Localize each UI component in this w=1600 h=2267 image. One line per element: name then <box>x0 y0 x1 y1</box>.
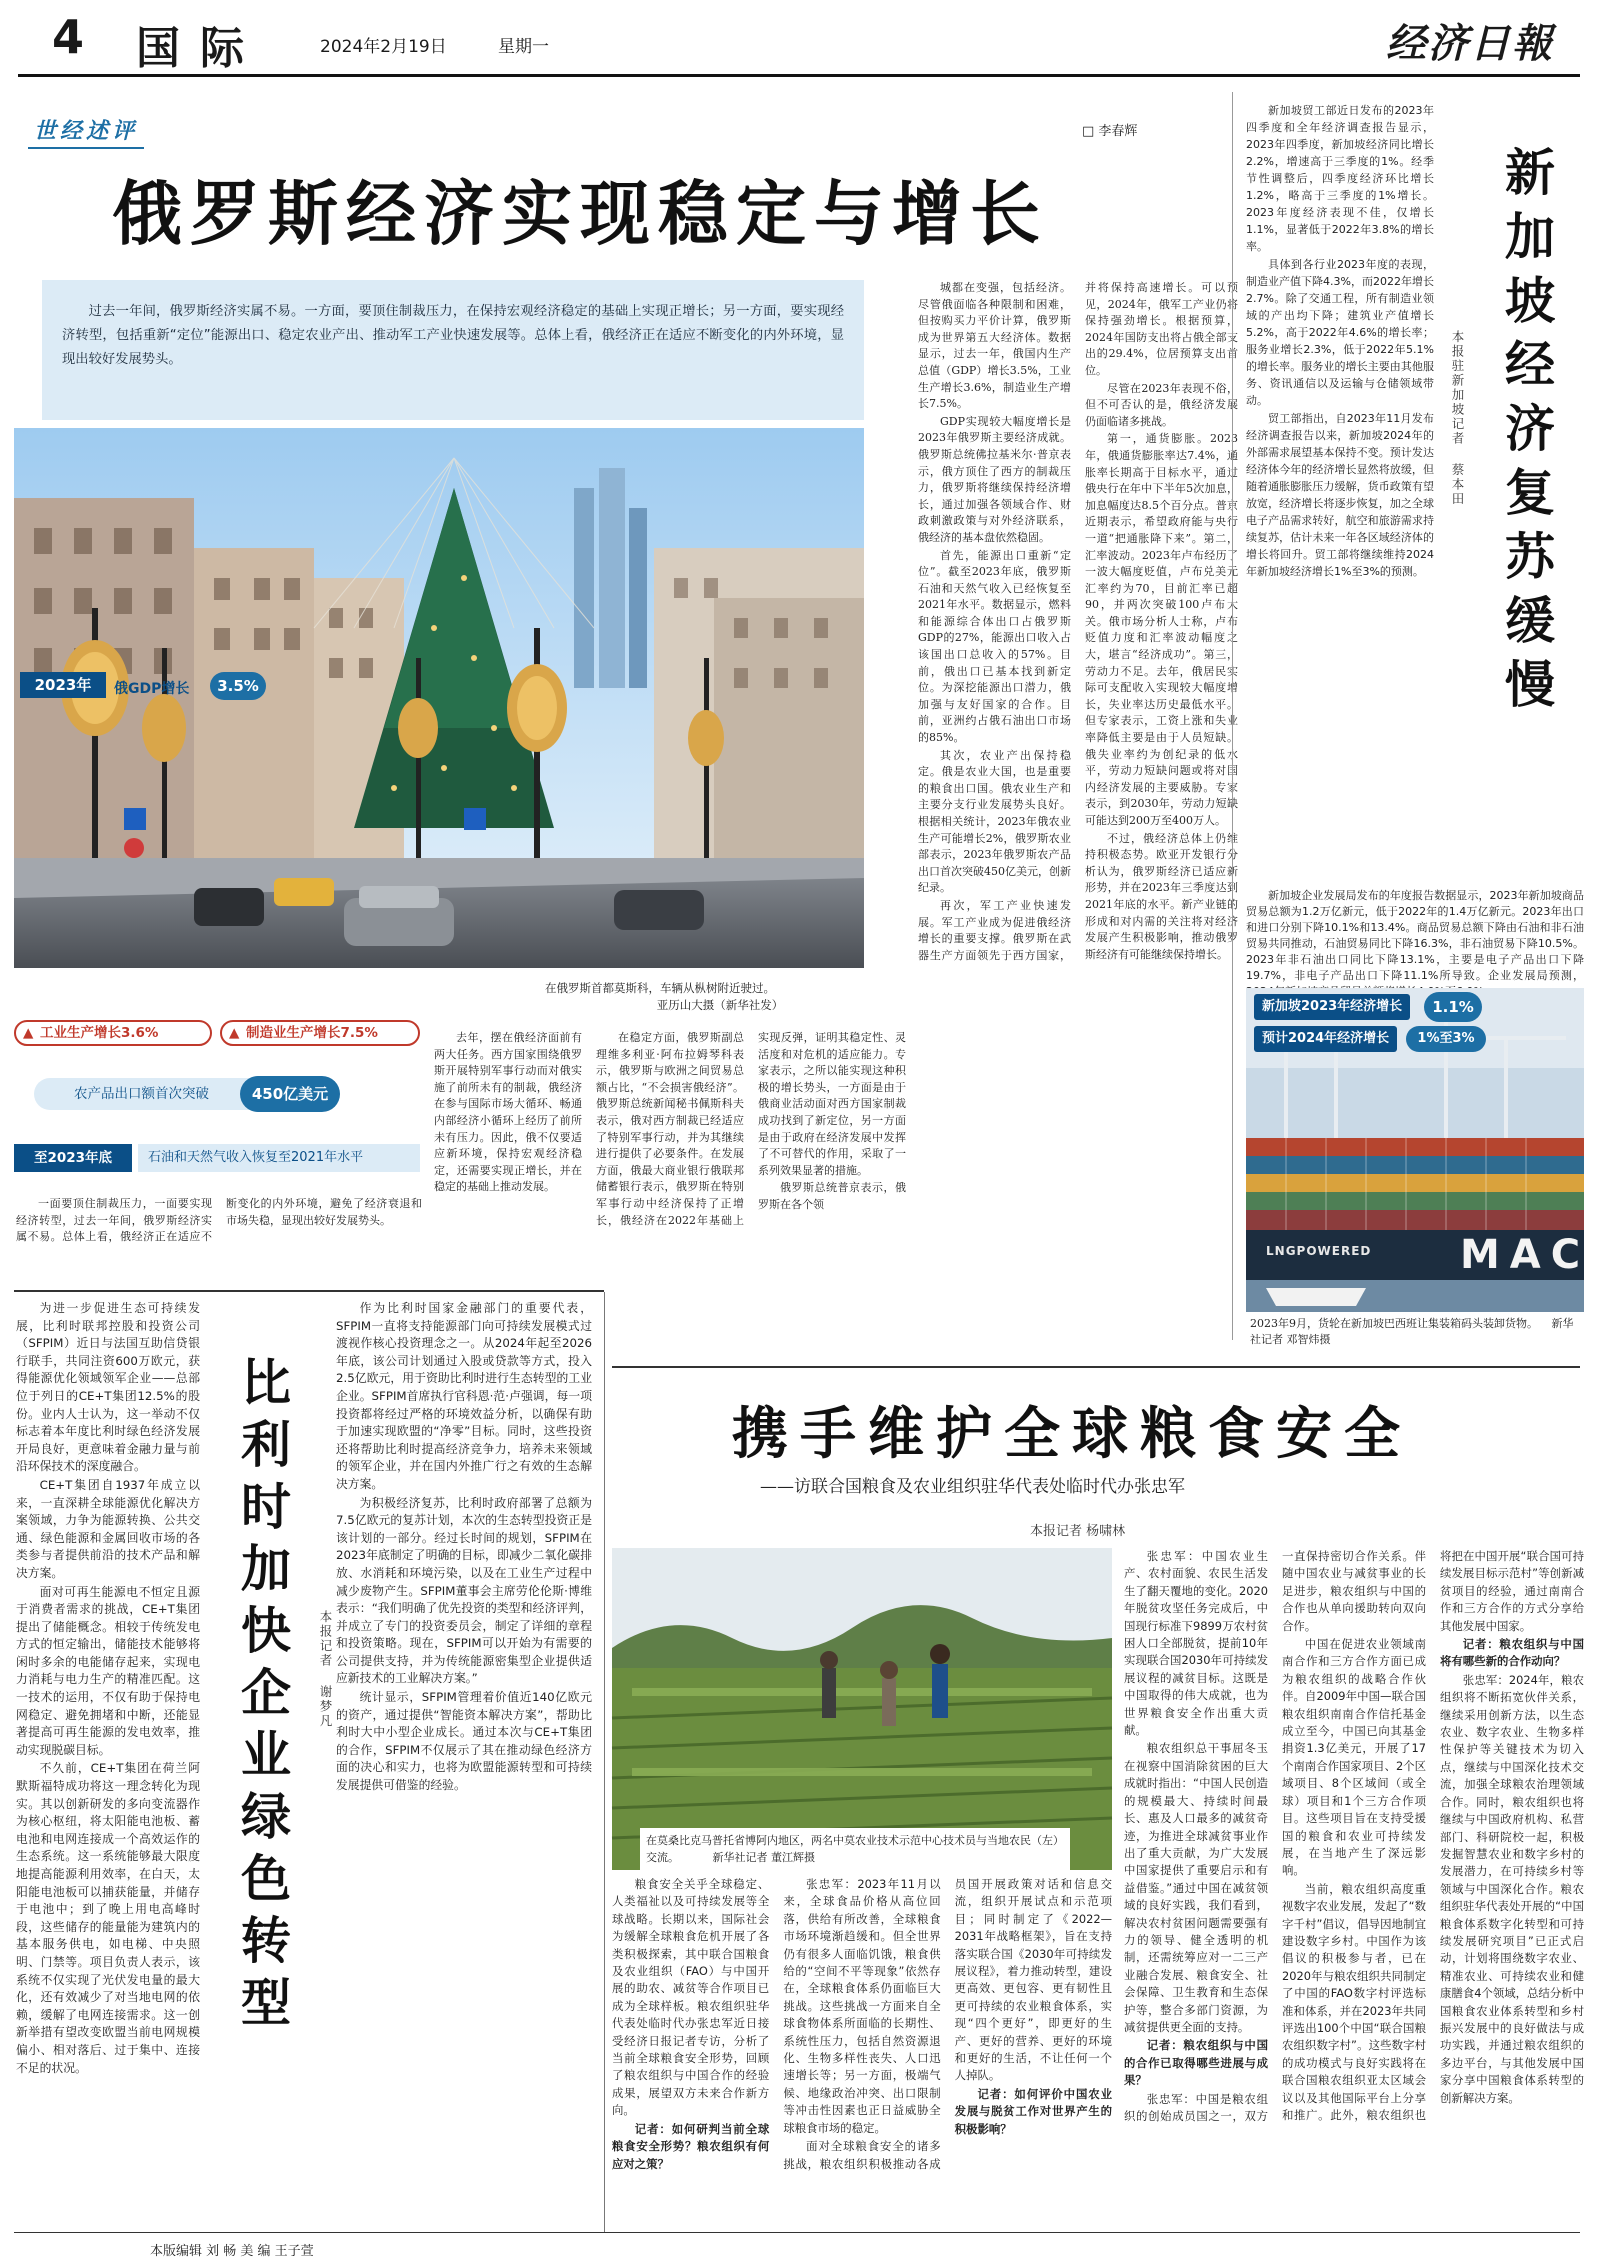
grain-subtitle: ——访联合国粮食及农业组织驻华代表处临时代办张忠军 <box>760 1477 1185 1497</box>
issue-weekday: 星期一 <box>498 37 549 57</box>
singapore-byline: 本报驻新加坡记者 蔡本田 <box>1450 330 1465 507</box>
lower-section-rule <box>14 1290 604 1292</box>
container-brand: MAC <box>1460 1232 1591 1278</box>
singapore-divider <box>1232 92 1233 1340</box>
up-triangle-icon: ▲ <box>229 1025 240 1041</box>
russia-body-right: 城都在变强，包括经济。尽管俄面临各种限制和困难，但按购买力平价计算，俄罗斯成为世界第五大经济体。数据显示，过去一年，俄国内生产总值（GDP）增长3.5%，工业生产增长3.6%，制造业生产增长7.5%。 GDP实现较大幅度增长是2023年俄罗斯主要经济成就。俄罗斯总统佛拉基米尔·普京表示，俄方顶住了西方的制裁压力，俄罗斯将继续保持经济增长，通过加强各领域合作、财政刺激政策与对外经济联系，俄经济的基本盘依然稳固。 首先，能源出口重新“定位”。截至2023年底，俄罗斯石油和天然气收入已经恢复至2021年水平。数据显示，燃料和能源综合体出口占俄罗斯GDP的27%，能源出口收入占该国出口总收入的57%。目前，俄出口已基本找到新定位。为深挖能源出口潜力，俄加强与友好国家的合作。目前，亚洲约占俄石油出口市场的85%。 其次，农业产出保持稳定。俄是农业大国，也是重要的粮食出口国。俄农业生产和主要分支行业发展势头良好。根据相关统计，2023年俄农业生产可能增长2%，俄罗斯农业部表示，2023年俄罗斯农产品出口首次突破450亿美元，创新纪录。 再次，军工产业快速发展。军工产业成为促进俄经济增长的重要支撑。俄罗斯在武器生产方面领先于西方国家，并将保持高速增长。可以预见，2024年，俄军工产业仍将保持强劲增长。根据预算，2024年国防支出将占俄全部支出的29.4%，位居预算支出首位。 尽管在2023年表现不俗，但不可否认的是，俄经济发展仍面临诸多挑战。 第一，通货膨胀。2023年，俄通货膨胀率达7.4%，通胀率长期高于目标水平，通过俄央行在年中下半年5次加息，加息幅度达8.5个百分点。普京近期表示，希望政府能与央行一道“把通胀降下来”。第二，汇率波动。2023年卢布经历了一波大幅度贬值，卢布兑美元汇率约为70，目前汇率已超90，并两次突破100卢布大关。俄市场分析人士称，卢布贬值力度和汇率波动幅度之大，堪言“经济成功”。第三，劳动力不足。去年，俄居民实际可支配收入实现较大幅度增长，失业率达历史最低水平。但专家表示，工资上涨和失业率降低主要是由于人员短缺。俄失业率约为创纪录的低水平，劳动力短缺问题或将对国内经济发展的主要威胁。专家表示，到2030年，劳动力短缺可能达到200万至400万人。 不过，俄经济总体上仍维持积极态势。欧亚开发银行分析认为，俄罗斯经济已适应新形势，并在2023年三季度达到2021年底的水平。新产业链的形成和对内需的关注将对经济发展产生积极影响，推动俄罗斯经济有可能继续保持增长。 <box>918 281 1238 962</box>
singapore-title: 新加坡经济复苏缓慢 <box>1497 146 1555 722</box>
stats-yearend-badge: 至2023年底 <box>14 1144 132 1172</box>
stats-gdp-value: 3.5% <box>210 672 266 700</box>
masthead-rule <box>18 74 1580 77</box>
stats-manufacturing: ▲ 制造业生产增长7.5% <box>220 1020 420 1046</box>
sg-growth-2024-tag: 预计2024年经济增长 <box>1254 1026 1397 1052</box>
belgium-title: 比利时加快企业绿色转型 <box>233 1356 291 2038</box>
grain-title: 携手维护全球粮食安全 <box>732 1401 1412 1467</box>
grain-section-rule <box>612 1366 1580 1368</box>
grain-byline: 本报记者 杨啸林 <box>1030 1524 1126 1539</box>
russia-column-tag: 世经述评 <box>28 112 144 149</box>
moscow-photo <box>14 428 864 968</box>
farm-field-illustration <box>612 1548 1112 1870</box>
sg-growth-2024-value: 1%至3% <box>1406 1026 1486 1052</box>
page-number: 4 <box>52 10 85 64</box>
belgium-body-col2: 作为比利时国家金融部门的重要代表，SFPIM一直将支持能源部门向可持续发展模式过渡视作核心投资理念之一。从2024年起至2026年底，该公司计划通过入股或贷款等方式，投入2.5亿欧元，用于资助比利时进行生态转型的工业企业。SFPIM首席执行官科恩·范·卢强调，每一项投资都将经过严格的环境效益分析，以确保有助于加速实现欧盟的“净零”目标。同时，这些投资还将帮助比利时提高经济竞争力，培养未来领域的领军企业，并在国内外推广行之有效的生态解决方案。 为积极经济复苏，比利时政府部署了总额为7.5亿欧元的复苏计划，本次的生态转型投资正是该计划的一部分。经过长时间的规划，SFPIM在2023年底制定了明确的目标，即减少二氧化碳排放、水消耗和环境污染，以及在工业生产过程中减少废物产生。SFPIM董事会主席劳伦伦斯·博维表示：“我们明确了优先投资的类型和经济评判，并成立了专门的投资委员会，制定了详细的章程和投资策略。现在，SFPIM可以开始为有需要的公司提供支持，并为传统能源密集型企业提供适应新技术的工业解决方案。” 统计显示，SFPIM管理着价值近140亿欧元的资产，通过提供“智能资本解决方案”，帮助比利时大中小型企业成长。通过本次与CE+T集团的合作，SFPIM不仅展示了其在推动绿色经济方面的决心和实力，也将为欧盟能源转型和可持续发展提供可借鉴的经验。 <box>336 1301 592 1793</box>
stats-gdp: 俄GDP增长 <box>114 681 190 697</box>
grain-body-right: 张忠军：中国农业生产、农村面貌、农民生活发生了翻天覆地的变化。2020年脱贫攻坚任务完成后，中国现行标准下9899万农村贫困人口全部脱贫，提前10年实现联合国2030年可持续发展议程的减贫目标。这既是中国取得的伟大成就，也为世界粮食安全作出重大贡献。 粮农组织总干事屈冬玉在视察中国消除贫困的巨大成就时指出：“中国人民创造的规模最大、持续时间最长、惠及人口最多的减贫奇迹，为推进全球减贫事业作出了重大贡献，为广大发展中国家提供了重要启示和有益借鉴。”通过中国在减贫领域的良好实践，我们看到，解决农村贫困问题需要强有力的领导、健全透明的机制，还需统筹应对一二三产业融合发展、粮食安全、社会保障、卫生教育和生态保护等，整合多部门资源，为减贫提供更全面的支持。 记者：粮农组织与中国的合作已取得哪些进展与成果？ 张忠军：中国是粮农组织的创始成员国之一，双方一直保持密切合作关系。伴随中国农业与减贫事业的长足进步，粮农组织与中国的合作也从单向援助转向双向合作。 中国在促进农业领域南南合作和三方合作方面已成为粮农组织的战略合作伙伴。自2009年中国—联合国粮农组织南南合作信托基金成立至今，中国已向其基金捐资1.3亿美元，开展了17个南南合作国家项目、2个区域项目、8个区域间（或全球）项目和1个三方合作项目。这些项目旨在支持受援国的粮食和农业可持续发展，在当地产生了深远影响。 当前，粮农组织高度重视数字农业发展，发起了“数字千村”倡议，倡导因地制宜建设数字乡村。中国作为该倡议的积极参与者，已在2020年与粮农组织共同制定了中国的FAO数字村评选标准和体系，并在2023年共同评选出100个中国“联合国粮农组织数字村”。这些数字村的成功模式与良好实践将在联合国粮农组织亚太区域会议以及其他国际平台上分享和推广。此外，粮农组织也将把在中国开展“联合国可持续发展目标示范村”等创新减贫项目的经验，通过南南合作和三方合作的方式分享给其他发展中国家。 记者：粮农组织与中国将有哪些新的合作动向？ 张忠军：2024年，粮农组织将不断拓宽伙伴关系，继续采用创新方法，以生态农业、数字农业、生物多样性保护等关键技术为切入点，继续与中国深化技术交流，加强全球粮农治理领域合作。同时，粮农组织也将继续与中国政府机构、私营部门、科研院校一起，积极发掘智慧农业和数字乡村的发展潜力，在可持续乡村等领域与中国深化合作。粮农组织驻华代表处开展的“中国粮食体系数字化转型和可持续发展研究项目”已正式启动，计划将围绕数字农业、精准农业、可持续农业和健康膳食4个领域，总结分析中国粮食农业体系转型和乡村振兴发展中的良好做法与成功实践，并通过粮农组织的多边平台，与其他发展中国家分享中国粮食体系转型的创新解决方案。 <box>1124 1549 1584 2123</box>
section-name: 国际 <box>136 23 264 74</box>
stats-agri: 农产品出口额首次突破 <box>34 1078 294 1110</box>
stats-oil-gas: 石油和天然气收入恢复至2021年水平 <box>138 1144 420 1172</box>
stats-year-badge: 2023年 <box>20 672 106 698</box>
singapore-body-top: 新加坡贸工部近日发布的2023年四季度和全年经济调查报告显示，2023年四季度，新加坡经济同比增长2.2%，增速高于三季度的1%。经季节性调整后，四季度经济环比增长1.2%，略高于三季度的1%增长。2023年度经济表现不佳，仅增长1.1%，显著低于2022年3.8%的增长率。 具体到各行业2023年度的表现，制造业产值下降4.3%，而2022年增长2.7%。除了交通工程，所有制造业领域的产出均下降；建筑业产值增长5.2%，高于2022年4.6%的增长率；服务业增长2.3%，低于2022年5.1%的增长率。服务业的增长主要由其他服务、资讯通信以及运输与仓储领域带动。 贸工部指出，自2023年11月发布经济调查报告以来，新加坡2024年的外部需求展望基本保持不变。预计发达经济体今年的经济增长显然将放缓，但随着通胀膨胀压力缓解，货币政策有望放宽，经济增长将逐步恢复，加之全球电子产品需求转好，航空和旅游需求持续复苏，估计未来一年各区域经济体的增长将回升。贸工部将继续维持2024年新加坡经济增长1%至3%的预测。 <box>1246 104 1434 578</box>
singapore-photo-caption: 2023年9月，货轮在新加坡巴西班让集装箱码头装卸货物。 新华社记者 邓智炜摄 <box>1250 1317 1574 1346</box>
footer-editors: 本版编辑 刘 畅 美 编 王子萱 <box>150 2244 314 2259</box>
belgium-byline: 本报记者 谢梦凡 <box>318 1610 333 1729</box>
grain-body-lower: 粮食安全关乎全球稳定、人类福祉以及可持续发展等全球战略。长期以来，国际社会为缓解全球粮食危机开展了各类积极探索，其中联合国粮食及农业组织（FAO）与中国开展的助农、减贫等合作项目已成为全球样板。粮农组织驻华代表处临时代办张忠军近日接受经济日报记者专访，分析了当前全球粮食安全形势，回顾了粮农组织与中国合作的经验成果，展望双方未来合作新方向。 记者：如何研判当前全球粮食安全形势？粮农组织有何应对之策？ 张忠军：2023年11月以来，全球食品价格从高位回落，供给有所改善，全球粮食市场环境渐趋缓和。但全世界仍有很多人面临饥饿，粮食供给的“空间不平等现象”依然存在，全球粮食体系仍面临巨大挑战。这些挑战一方面来自全球食物体系所面临的长期性、系统性压力，包括自然资源退化、生物多样性丧失、人口迅速增长等；另一方面，极端气候、地缘政治冲突、出口限制等冲击性因素也正日益威胁全球粮食市场的稳定。 面对全球粮食安全的诸多挑战，粮农组织积极推动各成员国开展政策对话和信息交流，组织开展试点和示范项目；同时制定了《2022—2031年战略框架》，旨在支持落实联合国《2030年可持续发展议程》，着力推动转型，建设更高效、更包容、更有韧性且更可持续的农业粮食体系，实现“四个更好”，即更好的生产、更好的营养、更好的环境和更好的生活，不让任何一个人掉队。 记者：如何评价中国农业发展与脱贫工作对世界产生的积极影响？ <box>612 1877 1112 2171</box>
belgium-body-col1: 为进一步促进生态可持续发展，比利时联邦控股和投资公司（SFPIM）近日与法国互助信贷银行联手，共同注资600万欧元，获得能源优化领域领军企业——总部位于列日的CE+T集团12.5%的股份。业内人士认为，这一举动不仅标志着本年度比利时绿色经济发展开局良好，更意味着金融力量与前沿环保技术的深度融合。 CE+T集团自1937年成立以来，一直深耕全球能源优化解决方案领域，力争为能源转换、公共交通、绿色能源和金属回收市场的各类参与者提供前沿的技术产品和解决方案。 面对可再生能源电不恒定且源于消费者需求的挑战，CE+T集团提出了储能概念。相较于传统发电方式的恒定输出，储能技术能够将闲时多余的电能储存起来，实现电力消耗与电力生产的精准匹配。这一技术的运用，不仅有助于保持电网稳定、避免拥堵和中断，还能显著提高可再生能源的发电效率，推动实现脱碳目标。 不久前，CE+T集团在荷兰阿默斯福特成功将这一理念转化为现实。其以创新研发的多向变流器作为核心枢纽，将太阳能电池板、蓄电池和电网连接成一个高效运作的生态系统。这一系统能够最大限度地提高能源利用效率，在白天，太阳能电池板可以捕获能量，并储存于电池中；到了晚上用电高峰时段，这些储存的能量能为建筑内的基本服务供电，如电梯、中央照明、门禁等。项目负责人表示，该系统不仅实现了光伏发电量的最大化，还有效减少了对当地电网的依赖，缓解了电网连接需求。这一创新举措有望改变欧盟当前电网规模偏小、相对落后、过于集中、连接不足的状况。 <box>16 1301 200 2075</box>
russia-lead: 过去一年间，俄罗斯经济实属不易。一方面，要顶住制裁压力，在保持宏观经济稳定的基础上实现正增长；另一方面，要实现经济转型，包括重新“定位”能源出口、稳定农业产出、推动军工产业快速发展等。总体上看，俄经济正在适应不断变化的内外环境，显现出较好发展势头。 <box>62 304 844 367</box>
ship-lettering: LNGPOWERED <box>1266 1244 1372 1258</box>
russia-stats-panel <box>14 1018 422 1178</box>
sg-growth-2023-tag: 新加坡2023年经济增长 <box>1254 994 1410 1020</box>
footer-rule <box>14 2232 1580 2233</box>
russia-lead-box <box>42 280 864 420</box>
russia-byline: □ 李春辉 <box>1082 124 1138 139</box>
moscow-photo-caption: 在俄罗斯首都莫斯科，车辆从枞树附近驶过。 亚历山大摄（新华社发） <box>545 981 784 1012</box>
singapore-body-bottom: 新加坡企业发展局发布的年度报告数据显示，2023年新加坡商品贸易总额为1.2万亿新元，低于2022年的1.4万亿新元。2023年出口和进口分别下降10.1%和13.4%。商品贸易总额下降由石油和非石油贸易共同推动，石油贸易同比下降16.3%，非石油贸易下降10.5%。2023年非石油出口同比下降13.1%，主要是电子产品出口下降19.7%，非电子产品出口下降11.1%所导致。企业发展局预测， <box>1246 889 1584 982</box>
belgium-grain-divider <box>604 1292 605 2232</box>
stats-agri-value: 450亿美元 <box>240 1076 340 1112</box>
russia-title: 俄罗斯经济实现稳定与增长 <box>112 172 1048 255</box>
singapore-port-photo <box>1246 988 1591 1312</box>
up-triangle-icon: ▲ <box>23 1025 34 1041</box>
farm-photo <box>612 1548 1112 1870</box>
sg-growth-2023-value: 1.1% <box>1424 992 1482 1022</box>
russia-body-bottom: 去年，摆在俄经济面前有两大任务。西方国家围绕俄罗斯开展特别军事行动而对俄实施了前所未有的制裁，俄经济在参与国际市场大循环、畅通内部经济小循环上经历了前所未有压力。因此，俄不仅要适应新环境，保持宏观经济稳定，还需要实现正增长，并在稳定的基础上推动发展。 在稳定方面，俄罗斯副总理维多利亚·阿布拉姆琴科表示，俄罗斯与欧洲之间贸易总额占比，“不会损害俄经济”。俄罗斯总统新闻秘书佩斯科夫表示，俄对西方制裁已经适应了特别军事行动，并为其继续进行提供了必要条件。在发展方面，俄最大商业银行俄联邦储蓄银行表示，俄罗斯在特别军事行动中经济保持了正增长，俄经济在2022年基础上实现反弹，证明其稳定性、灵活度和对危机的适应能力。专家表示，之所以能实现这种积极的增长势头，一方面是由于俄商业活动面对西方国家制裁成功找到了新定位，另一方面是由于政府在经济发展中发挥了不可替代的作用，采取了一系列效果显著的措施。 俄罗斯总统普京表示，俄罗斯在各个领 <box>434 1031 906 1227</box>
paper-logo: 经济日報 <box>1386 20 1554 67</box>
masthead <box>18 10 1580 74</box>
issue-date: 2024年2月19日 <box>320 37 447 57</box>
stats-industrial: ▲ 工业生产增长3.6% <box>14 1020 212 1046</box>
russia-body-bottom-left: 一面要顶住制裁压力，一面要实现经济转型，过去一年间，俄罗斯经济实属不易。总体上看，俄经济正在适应不断变化的内外环境，避免了经济衰退和市场失稳，显现出较好发展势头。 <box>16 1197 422 1244</box>
farm-caption: 在莫桑比克马普托省博阿内地区，两名中莫农业技术示范中心技术员与当地农民（左）交流。 新华社记者 董江辉摄 <box>640 1828 1070 1870</box>
